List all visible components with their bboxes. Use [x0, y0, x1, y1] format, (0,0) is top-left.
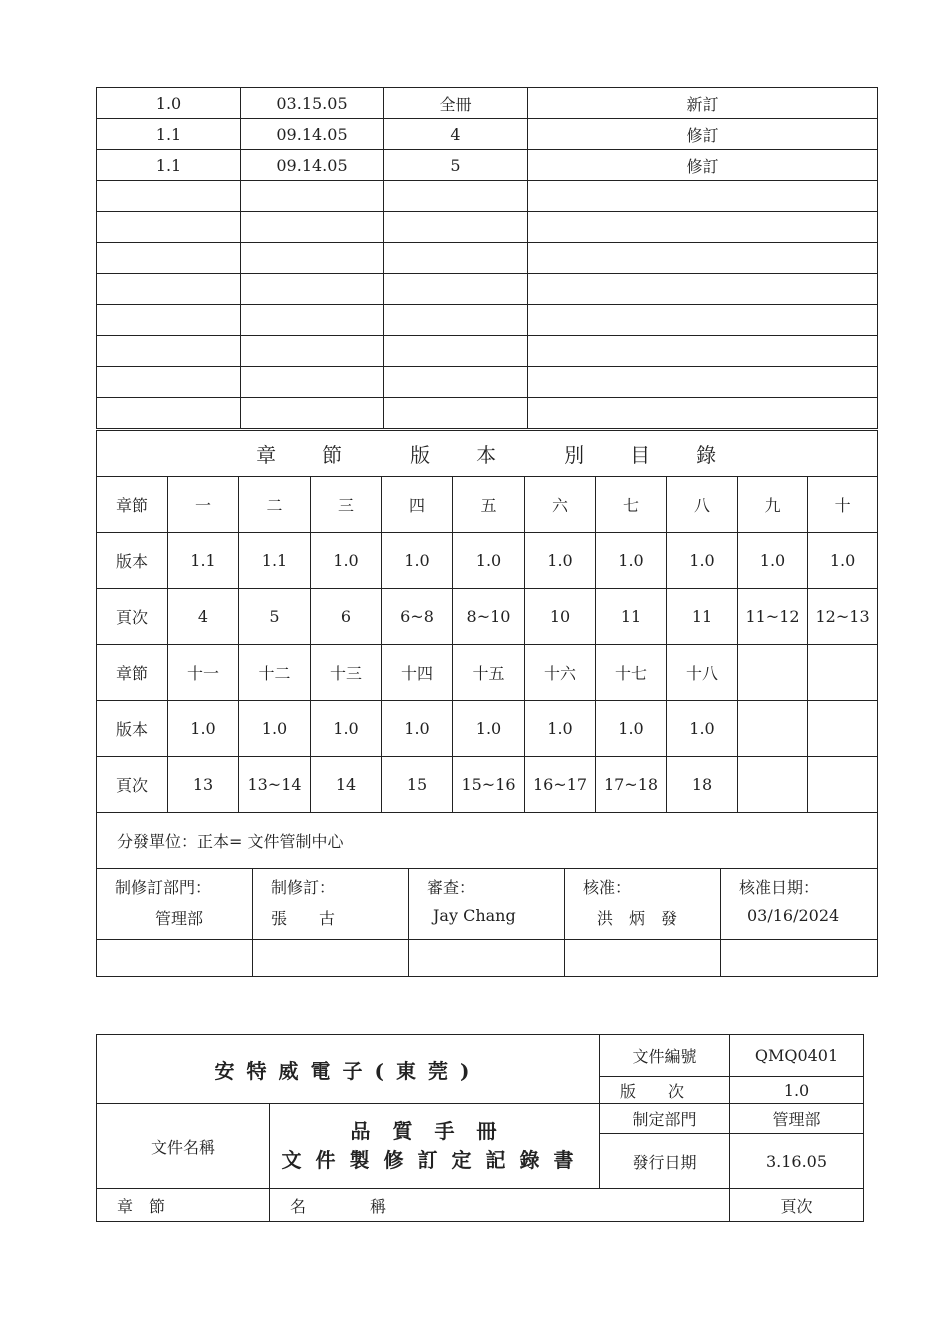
revision-version-cell	[97, 212, 241, 243]
revision-pages-cell: 4	[384, 119, 528, 150]
chapter-header: 章 節	[97, 1189, 270, 1222]
chapter-cell: 九	[738, 477, 808, 533]
revision-pages-cell	[384, 212, 528, 243]
row-label-chapter: 章節	[97, 477, 168, 533]
revision-date-cell	[241, 243, 384, 274]
page-cell: 13~14	[239, 757, 311, 813]
row-label-page: 頁次	[97, 589, 168, 645]
revision-version-cell	[97, 305, 241, 336]
revision-row	[97, 398, 878, 429]
version-cell: 1.0	[168, 701, 239, 757]
chapter-cell	[738, 645, 808, 701]
revision-date-cell	[241, 181, 384, 212]
approver-value: 洪 炳 發	[597, 909, 678, 928]
issuing-dept-value: 管理部	[730, 1104, 864, 1134]
revision-version-cell	[97, 398, 241, 429]
chapter-cell: 四	[382, 477, 453, 533]
revision-pages-cell	[384, 274, 528, 305]
doc-title-cell	[270, 1104, 600, 1189]
version-cell: 1.0	[596, 701, 667, 757]
version-cell: 1.0	[525, 533, 596, 589]
version-cell	[738, 701, 808, 757]
revision-version-cell	[97, 243, 241, 274]
chapter-cell: 十	[808, 477, 878, 533]
revision-date-cell: 09.14.05	[241, 150, 384, 181]
page-cell: 15~16	[453, 757, 525, 813]
revision-pages-cell	[384, 336, 528, 367]
chapter-cell: 十一	[168, 645, 239, 701]
revision-date-cell: 03.15.05	[241, 88, 384, 119]
approve-date-cell	[721, 869, 878, 940]
revision-row	[97, 274, 878, 305]
revision-note-cell	[528, 398, 878, 429]
version-cell: 1.0	[738, 533, 808, 589]
version-index-row	[97, 701, 878, 757]
version-cell: 1.0	[382, 701, 453, 757]
version-cell: 1.1	[239, 533, 311, 589]
revision-version-cell	[97, 336, 241, 367]
chapter-cell: 一	[168, 477, 239, 533]
revision-note-cell	[528, 336, 878, 367]
chapter-cell: 五	[453, 477, 525, 533]
version-cell: 1.0	[311, 701, 382, 757]
approver-label: 核准：	[583, 878, 632, 897]
row-label-page: 頁次	[97, 757, 168, 813]
version-cell: 1.0	[382, 533, 453, 589]
document-footer-table	[96, 1034, 864, 1222]
revision-note-cell	[528, 243, 878, 274]
page-cell: 17~18	[596, 757, 667, 813]
issue-date-value: 3.16.05	[730, 1134, 864, 1189]
revision-date-cell: 09.14.05	[241, 119, 384, 150]
version-cell: 1.0	[453, 533, 525, 589]
revision-history-table	[96, 87, 878, 429]
revision-date-cell	[241, 336, 384, 367]
version-cell	[808, 701, 878, 757]
chapter-cell	[808, 645, 878, 701]
chapter-version-table	[96, 430, 878, 869]
revision-pages-cell	[384, 243, 528, 274]
version-index-row	[97, 533, 878, 589]
revision-row	[97, 243, 878, 274]
chapter-cell: 六	[525, 477, 596, 533]
revision-note-cell	[528, 305, 878, 336]
revision-pages-cell	[384, 305, 528, 336]
revision-row	[97, 336, 878, 367]
title-char: 節	[322, 443, 345, 467]
blank-cell	[253, 940, 409, 977]
chapter-cell: 三	[311, 477, 382, 533]
revision-note-cell: 新訂	[528, 88, 878, 119]
company-name: 安特威電子(東莞)	[214, 1058, 482, 1083]
revision-pages-cell: 全冊	[384, 88, 528, 119]
chapter-cell: 十五	[453, 645, 525, 701]
editor-value: 張 古	[271, 909, 336, 928]
page-header: 頁次	[730, 1189, 864, 1222]
blank-cell	[409, 940, 565, 977]
title-char: 章	[256, 443, 279, 467]
revision-note-cell: 修訂	[528, 150, 878, 181]
signoff-table	[96, 868, 878, 977]
revision-row	[97, 305, 878, 336]
version-cell: 1.0	[667, 533, 738, 589]
version-label: 版 次	[600, 1077, 730, 1104]
page-cell: 10	[525, 589, 596, 645]
page-cell: 12~13	[808, 589, 878, 645]
revision-row	[97, 119, 878, 150]
revision-note-cell: 修訂	[528, 119, 878, 150]
reviewer-value: Jay Chang	[433, 906, 516, 925]
page-cell: 6~8	[382, 589, 453, 645]
editor-label: 制修訂：	[271, 878, 336, 897]
chapter-cell: 二	[239, 477, 311, 533]
row-label-version: 版本	[97, 701, 168, 757]
version-index-row	[97, 757, 878, 813]
revision-row	[97, 150, 878, 181]
page-cell: 14	[311, 757, 382, 813]
page-cell: 6	[311, 589, 382, 645]
doc-name-label: 文件名稱	[97, 1104, 270, 1189]
page-cell	[738, 757, 808, 813]
issuing-dept-label: 制定部門	[600, 1104, 730, 1134]
page-cell: 13	[168, 757, 239, 813]
chapter-cell: 十六	[525, 645, 596, 701]
blank-cell	[97, 940, 253, 977]
revision-pages-cell	[384, 181, 528, 212]
distribution-note: 分發單位：正本= 文件管制中心	[97, 813, 878, 869]
chapter-cell: 八	[667, 477, 738, 533]
revision-version-cell	[97, 181, 241, 212]
approve-date-value: 03/16/2024	[747, 906, 840, 925]
revision-note-cell	[528, 212, 878, 243]
page-cell: 4	[168, 589, 239, 645]
blank-cell	[565, 940, 721, 977]
version-index-row	[97, 477, 878, 533]
reviewer-label: 審查：	[427, 878, 476, 897]
editor-cell	[253, 869, 409, 940]
doc-title-line-2: 文件製修訂定記錄書	[281, 1148, 588, 1172]
revision-date-cell	[241, 398, 384, 429]
revision-version-cell: 1.0	[97, 88, 241, 119]
revision-version-cell: 1.1	[97, 119, 241, 150]
doc-no-label: 文件編號	[600, 1035, 730, 1077]
chapter-cell: 七	[596, 477, 667, 533]
row-label-chapter: 章節	[97, 645, 168, 701]
revision-row	[97, 212, 878, 243]
revision-date-cell	[241, 212, 384, 243]
page-cell: 11	[596, 589, 667, 645]
page-cell: 11~12	[738, 589, 808, 645]
page-cell: 18	[667, 757, 738, 813]
version-cell: 1.0	[311, 533, 382, 589]
revision-date-cell	[241, 367, 384, 398]
revision-note-cell	[528, 181, 878, 212]
issue-date-label: 發行日期	[600, 1134, 730, 1189]
approve-date-label: 核准日期：	[739, 878, 820, 897]
revision-note-cell	[528, 367, 878, 398]
chapter-cell: 十二	[239, 645, 311, 701]
revision-row	[97, 181, 878, 212]
revision-pages-cell	[384, 367, 528, 398]
revision-note-cell	[528, 274, 878, 305]
page-cell: 8~10	[453, 589, 525, 645]
name-header: 名 稱	[270, 1189, 730, 1222]
version-cell: 1.0	[453, 701, 525, 757]
page-cell	[808, 757, 878, 813]
version-cell: 1.0	[239, 701, 311, 757]
revision-pages-cell: 5	[384, 150, 528, 181]
approver-cell	[565, 869, 721, 940]
revision-version-cell	[97, 367, 241, 398]
title-char: 版	[410, 443, 433, 467]
chapter-cell: 十三	[311, 645, 382, 701]
page-cell: 15	[382, 757, 453, 813]
dept-cell	[97, 869, 253, 940]
blank-cell	[721, 940, 878, 977]
title-char: 本	[476, 443, 499, 467]
chapter-cell: 十七	[596, 645, 667, 701]
doc-no-value: QMQ0401	[730, 1035, 864, 1077]
dept-label: 制修訂部門：	[115, 878, 212, 897]
revision-row	[97, 88, 878, 119]
chapter-cell: 十八	[667, 645, 738, 701]
version-cell: 1.0	[596, 533, 667, 589]
version-cell: 1.0	[808, 533, 878, 589]
version-index-title	[97, 431, 878, 477]
chapter-cell: 十四	[382, 645, 453, 701]
revision-pages-cell	[384, 398, 528, 429]
version-index-row	[97, 645, 878, 701]
revision-version-cell: 1.1	[97, 150, 241, 181]
title-char: 別	[564, 443, 587, 467]
company-name-cell	[97, 1035, 600, 1104]
version-cell: 1.0	[525, 701, 596, 757]
version-cell: 1.0	[667, 701, 738, 757]
dept-value: 管理部	[155, 909, 204, 928]
revision-version-cell	[97, 274, 241, 305]
row-label-version: 版本	[97, 533, 168, 589]
title-char: 錄	[696, 443, 719, 467]
page-cell: 5	[239, 589, 311, 645]
revision-date-cell	[241, 274, 384, 305]
page-cell: 16~17	[525, 757, 596, 813]
page-cell: 11	[667, 589, 738, 645]
version-cell: 1.1	[168, 533, 239, 589]
version-value: 1.0	[730, 1077, 864, 1104]
reviewer-cell	[409, 869, 565, 940]
revision-date-cell	[241, 305, 384, 336]
version-index-row	[97, 589, 878, 645]
revision-row	[97, 367, 878, 398]
doc-title-line-1: 品質手冊	[350, 1119, 519, 1143]
title-char: 目	[630, 443, 653, 467]
